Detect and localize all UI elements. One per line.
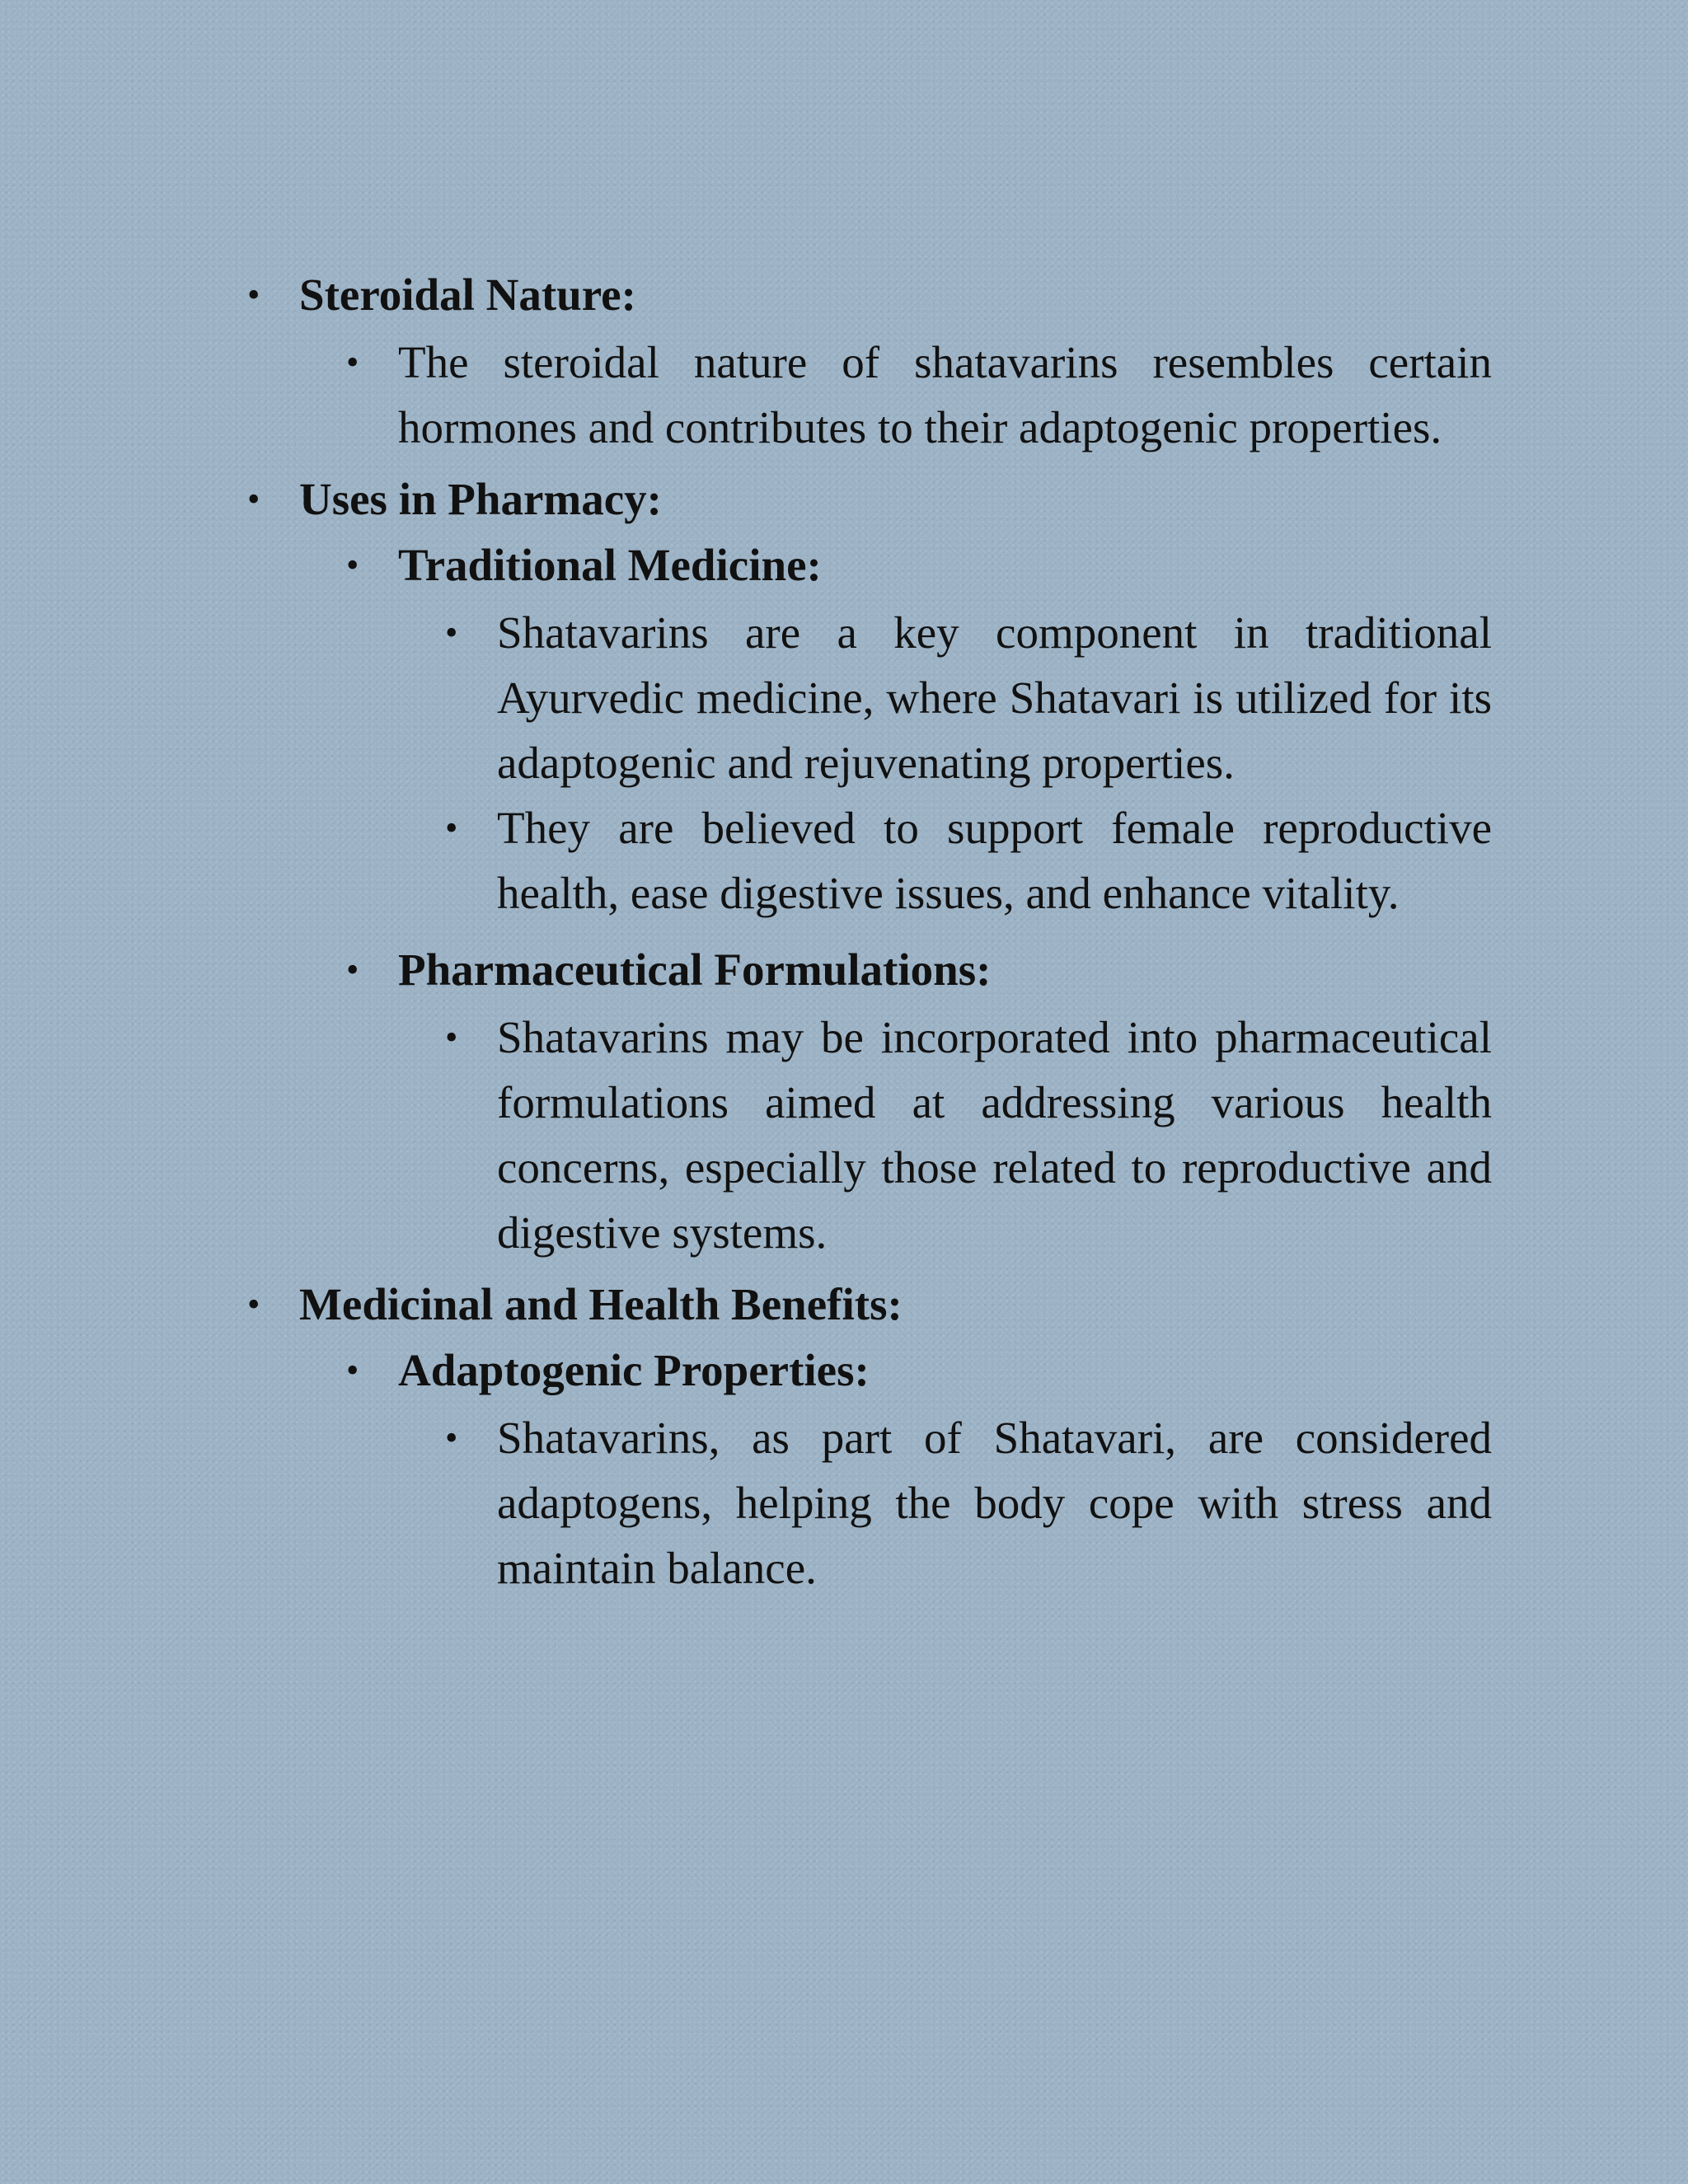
bullet: • [346, 545, 359, 585]
list-item [247, 600, 1492, 795]
section-heading: Uses in Pharmacy: [299, 474, 662, 524]
item-text: They are believed to support female reproductive health, ease digestive issues, and enhance vitality. [497, 803, 1492, 918]
subsection-traditional-medicine [247, 532, 1492, 598]
list-item [247, 1405, 1492, 1601]
section-steroidal-nature [247, 262, 1492, 328]
bullet: • [445, 1418, 458, 1458]
section-uses-in-pharmacy [247, 466, 1492, 532]
list-item [247, 795, 1492, 926]
subsection-heading: Adaptogenic Properties: [398, 1345, 870, 1395]
bullet: • [247, 479, 260, 519]
bullet: • [346, 1350, 359, 1390]
item-text: Shatavarins are a key component in traditional Ayurvedic medicine, where Shatavari is utilized for its adaptogenic and rejuvenating properties. [497, 607, 1492, 788]
outline-list [247, 262, 1492, 1601]
bullet: • [445, 612, 458, 653]
item-text: Shatavarins may be incorporated into pharmaceutical formulations aimed at addressing various health concerns, especially those related to reproductive and digestive systems. [497, 1012, 1492, 1258]
section-heading: Medicinal and Health Benefits: [299, 1279, 903, 1329]
item-text: The steroidal nature of shatavarins resembles certain hormones and contributes to their adaptogenic properties. [398, 337, 1492, 452]
subsection-heading: Pharmaceutical Formulations: [398, 944, 992, 995]
bullet: • [247, 274, 260, 315]
subsection-pharmaceutical-formulations [247, 937, 1492, 1003]
subsection-adaptogenic-properties [247, 1338, 1492, 1404]
section-medicinal-health-benefits [247, 1272, 1492, 1338]
list-item [247, 1005, 1492, 1265]
bullet: • [346, 342, 359, 382]
item-text: Shatavarins, as part of Shatavari, are considered adaptogens, helping the body cope with stress and maintain balance. [497, 1413, 1492, 1593]
list-item [247, 330, 1492, 460]
section-heading: Steroidal Nature: [299, 269, 636, 320]
bullet: • [445, 808, 458, 848]
bullet: • [247, 1284, 260, 1324]
bullet: • [346, 949, 359, 990]
subsection-heading: Traditional Medicine: [398, 540, 822, 590]
document-body [247, 262, 1492, 1601]
bullet: • [445, 1017, 458, 1057]
